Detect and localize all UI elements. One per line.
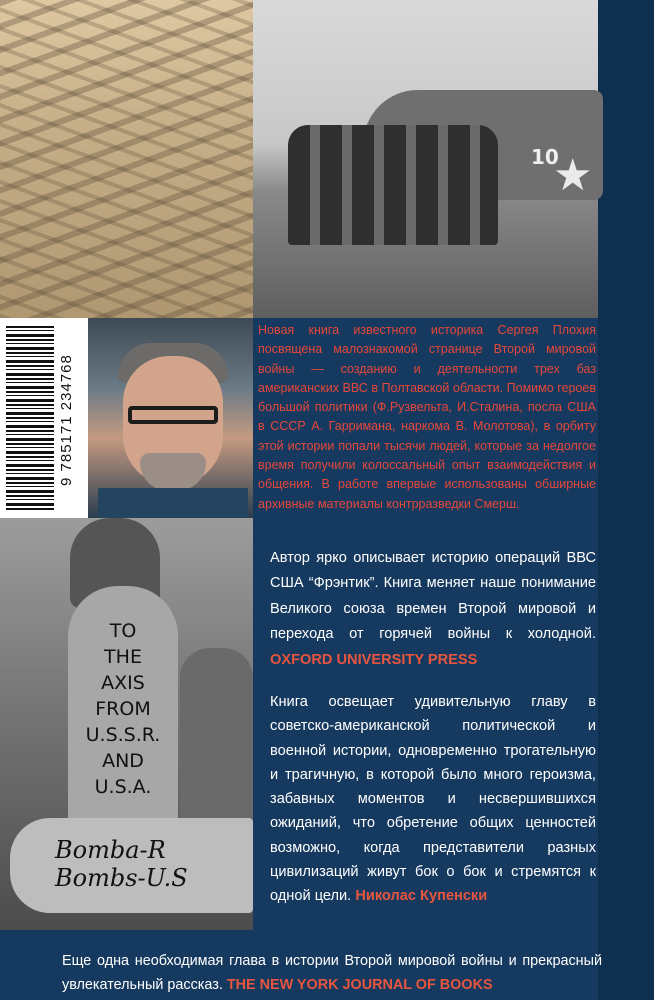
book-description: Новая книга известного историка Сергея Плохия посвящена малознакомой странице Второй мировой войны — созданию и деятельности трех баз американских ВВС в Полтавской области. Помимо героев большой политики (Ф.Рузвельта, И.Сталина, посла США в СССР А. Гарримана, наркома В. Молотова), в орбиту этой истории попали тысячи людей, которые за недолгое время получили колоссальный опыт взаимодействия и общения. В работе впервые использованы обширные архивные материалы контрразведки Смерш. [258, 323, 596, 511]
review-nyjb [62, 949, 602, 997]
author-beard [140, 453, 206, 491]
isbn-digits: 9 785171 234768 [58, 354, 75, 486]
review-source: THE NEW YORK JOURNAL OF BOOKS [226, 977, 493, 993]
review-text: Книга освещает удивительную главу в советско-американской политической и военной истории, одновременно трогательную и трагичную, в которой было много героизма, забавных моментов и несвершившихся ожиданий, что обретение общих ценностей возможно, когда представители разных цивилизаций живут бок о бок и стремятся к одной цели. [270, 694, 596, 905]
officer-figure [180, 648, 253, 818]
review-oxford [270, 546, 596, 673]
review-text: Еще одна необходимая глава в истории Второй мировой войны и прекрасный увлекательный рассказ. [62, 953, 602, 993]
star-icon: ★ [553, 150, 593, 201]
bomb-inscription: TO THE AXIS FROM U.S.S.R. AND U.S.A. [85, 620, 161, 798]
review-kupensky [270, 690, 596, 909]
soldiers-airplane-photo [253, 0, 598, 318]
author-shirt [98, 488, 248, 518]
plane-number: 10 [531, 145, 559, 169]
lower-bomb-inscription: Bomba-R Bombs-U.S [55, 836, 188, 892]
barcode [0, 318, 88, 518]
author-glasses [128, 406, 218, 424]
author-portrait [88, 318, 253, 518]
bomb-photo [0, 518, 253, 930]
soldiers-group [288, 125, 498, 245]
review-text: Автор ярко описывает историю операций ВВС США “Фрэнтик”. Книга меняет наше понимание Великого союза времен Второй мировой и перехода от горячей войны к холодной. [270, 550, 596, 643]
tent-camp-photo [0, 0, 253, 318]
review-source: OXFORD UNIVERSITY PRESS [270, 651, 478, 668]
barcode-bars [6, 326, 54, 510]
review-source: Николас Купенски [355, 888, 488, 905]
spine-band [598, 0, 654, 1000]
